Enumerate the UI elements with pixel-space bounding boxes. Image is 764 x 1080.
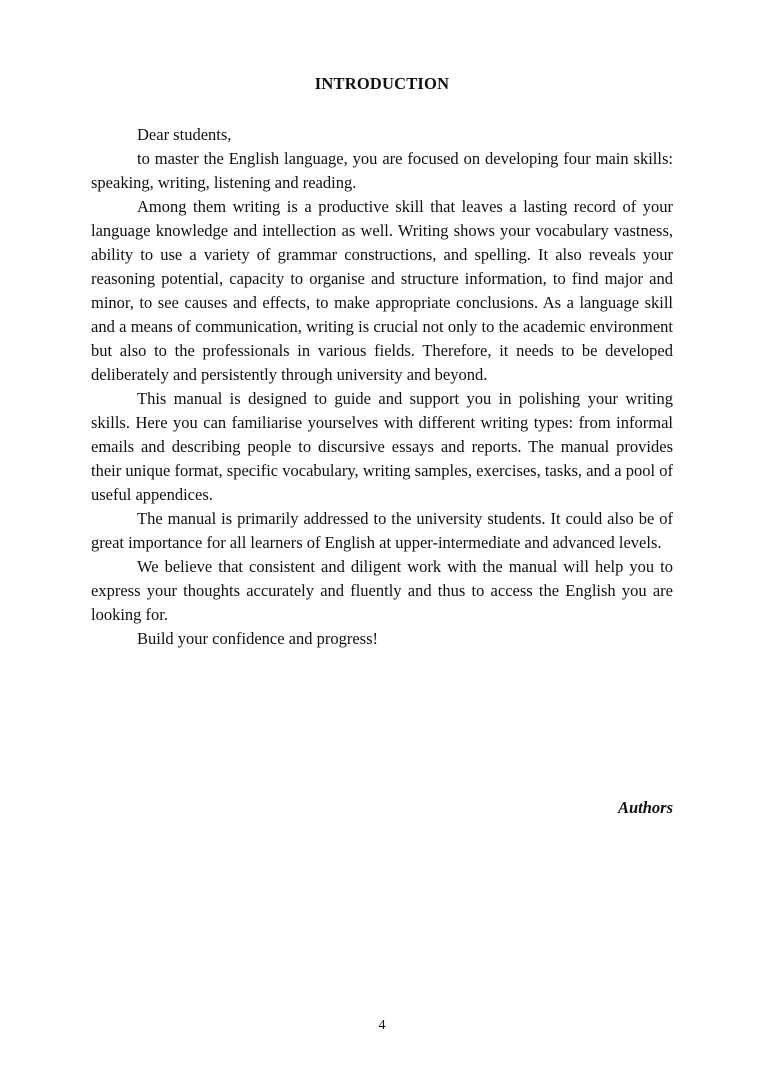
closing-paragraph: Build your confidence and progress! xyxy=(137,629,379,648)
page-number: 4 xyxy=(378,1018,386,1033)
paragraph: The manual is primarily addressed to the university students. It could also be of great importance for all learners of English at upper-intermediate and advanced levels. xyxy=(91,509,673,552)
signature: Authors xyxy=(617,798,673,817)
greeting-paragraph: Dear students, xyxy=(137,125,232,144)
paragraph: to master the English language, you are focused on developing four main skills: speaking, writing, listening and reading. xyxy=(91,149,673,192)
paragraph: We believe that consistent and diligent work with the manual will help you to express your thoughts accurately and fluently and thus to access the English you are looking for. xyxy=(91,557,673,624)
paragraph: This manual is designed to guide and support you in polishing your writing skills. Here you can familiarise yourselves with different writing types: from informal emails and describing people to discursive essays and reports. The manual provides their unique format, specific vocabulary, writing samples, exercises, tasks, and a pool of useful appendices. xyxy=(91,389,673,504)
page-title: INTRODUCTION xyxy=(314,74,450,93)
paragraph: Among them writing is a productive skill that leaves a lasting record of your language knowledge and intellection as well. Writing shows your vocabulary vastness, ability to use a variety of grammar constructions, and spelling. It also reveals your reasoning potential, capacity to organise and structure information, to find major and minor, to see causes and effects, to make appropriate conclusions. As a language skill and a means of communication, writing is crucial not only to the academic environment but also to the professionals in various fields. Therefore, it needs to be developed deliberately and persistently through university and beyond. xyxy=(91,197,673,384)
body-text xyxy=(91,123,673,651)
